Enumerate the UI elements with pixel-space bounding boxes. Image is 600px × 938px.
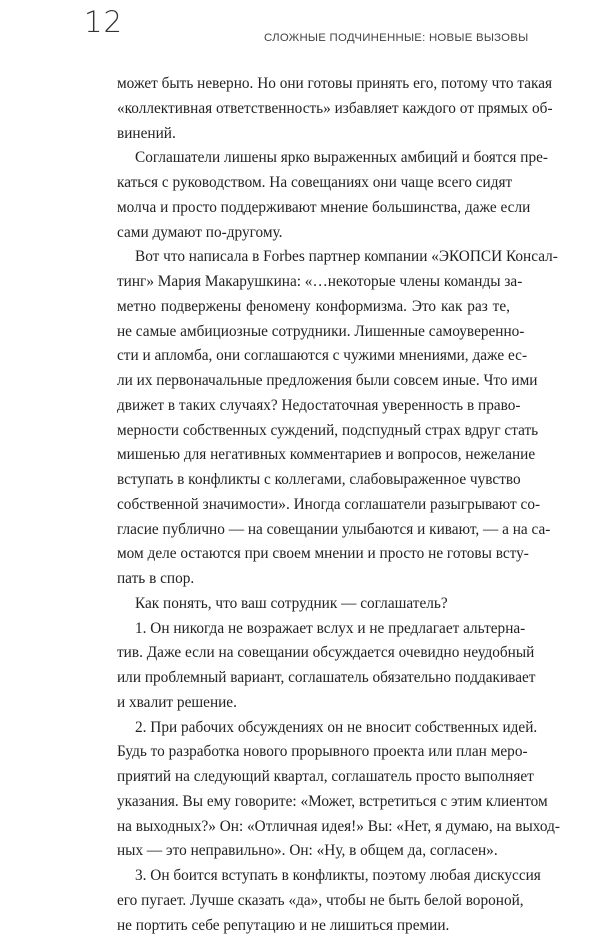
text-line: гласие публично — на совещании улыбаются и кивают, — а на са-	[117, 518, 510, 543]
text-line: сти и апломба, они соглашаются с чужими мнениями, даже ес-	[117, 344, 510, 369]
text-line: тинг» Мария Макарушкина: «…некоторые члены команды за-	[117, 270, 510, 295]
text-line: 1. Он никогда не возражает вслух и не предлагает альтерна-	[117, 617, 510, 642]
text-line: молча и просто поддерживают мнение большинства, даже если	[117, 196, 510, 221]
text-line: каться с руководством. На совещаниях они чаще всего сидят	[117, 171, 510, 196]
text-line: пать в спор.	[117, 567, 510, 592]
text-line: приятий на следующий квартал, соглашатель просто выполняет	[117, 765, 510, 790]
running-header-title: СЛОЖНЫЕ ПОДЧИНЕННЫЕ: НОВЫЕ ВЫЗОВЫ	[264, 33, 510, 44]
text-line: винений.	[117, 122, 510, 147]
text-line: метно подвержены феномену конформизма. Это как раз те,	[117, 295, 510, 320]
text-line: Будь то разработка нового прорывного проекта или план меро-	[117, 740, 510, 765]
text-line: 3. Он боится вступать в конфликты, поэтому любая дискуссия	[117, 864, 510, 889]
text-line: Как понять, что ваш сотрудник — соглашатель?	[117, 592, 510, 617]
text-line: движет в таких случаях? Недостаточная уверенность в право-	[117, 394, 510, 419]
page-header	[0, 0, 600, 60]
page-number: 12	[84, 8, 123, 37]
text-line: Вот что написала в Forbes партнер компании «ЭКОПСИ Консал-	[117, 245, 510, 270]
text-line: Соглашатели лишены ярко выраженных амбиций и боятся пре-	[117, 146, 510, 171]
text-line: не самые амбициозные сотрудники. Лишенные самоуверенно-	[117, 320, 510, 345]
text-line: ли их первоначальные предложения были совсем иные. Что ими	[117, 369, 510, 394]
text-line: сами думают по-другому.	[117, 221, 510, 246]
text-line: собственной значимости». Иногда соглашатели разыгрывают со-	[117, 493, 510, 518]
text-line: вступать в конфликты с коллегами, слабовыраженное чувство	[117, 468, 510, 493]
text-line: на выходных?» Он: «Отличная идея!» Вы: «Нет, я думаю, на выход-	[117, 815, 510, 840]
text-line: его пугает. Лучше сказать «да», чтобы не быть белой вороной,	[117, 889, 510, 914]
text-line: мерности собственных суждений, подспудный страх вдруг стать	[117, 419, 510, 444]
text-line: «коллективная ответственность» избавляет каждого от прямых об-	[117, 97, 510, 122]
text-line: и хвалит решение.	[117, 691, 510, 716]
text-line: не портить себе репутацию и не лишиться премии.	[117, 914, 510, 938]
text-line: тив. Даже если на совещании обсуждается очевидно неудобный	[117, 641, 510, 666]
text-line: 2. При рабочих обсуждениях он не вносит собственных идей.	[117, 716, 510, 741]
text-line: мишенью для негативных комментариев и вопросов, нежелание	[117, 443, 510, 468]
text-line: может быть неверно. Но они готовы принять его, потому что такая	[117, 72, 510, 97]
text-line: указания. Вы ему говорите: «Может, встретиться с этим клиентом	[117, 790, 510, 815]
body-text	[117, 72, 510, 938]
text-line: мом деле остаются при своем мнении и просто не готовы всту-	[117, 542, 510, 567]
text-line: ных — это неправильно». Он: «Ну, в общем да, согласен».	[117, 839, 510, 864]
text-line: или проблемный вариант, соглашатель обязательно поддакивает	[117, 666, 510, 691]
